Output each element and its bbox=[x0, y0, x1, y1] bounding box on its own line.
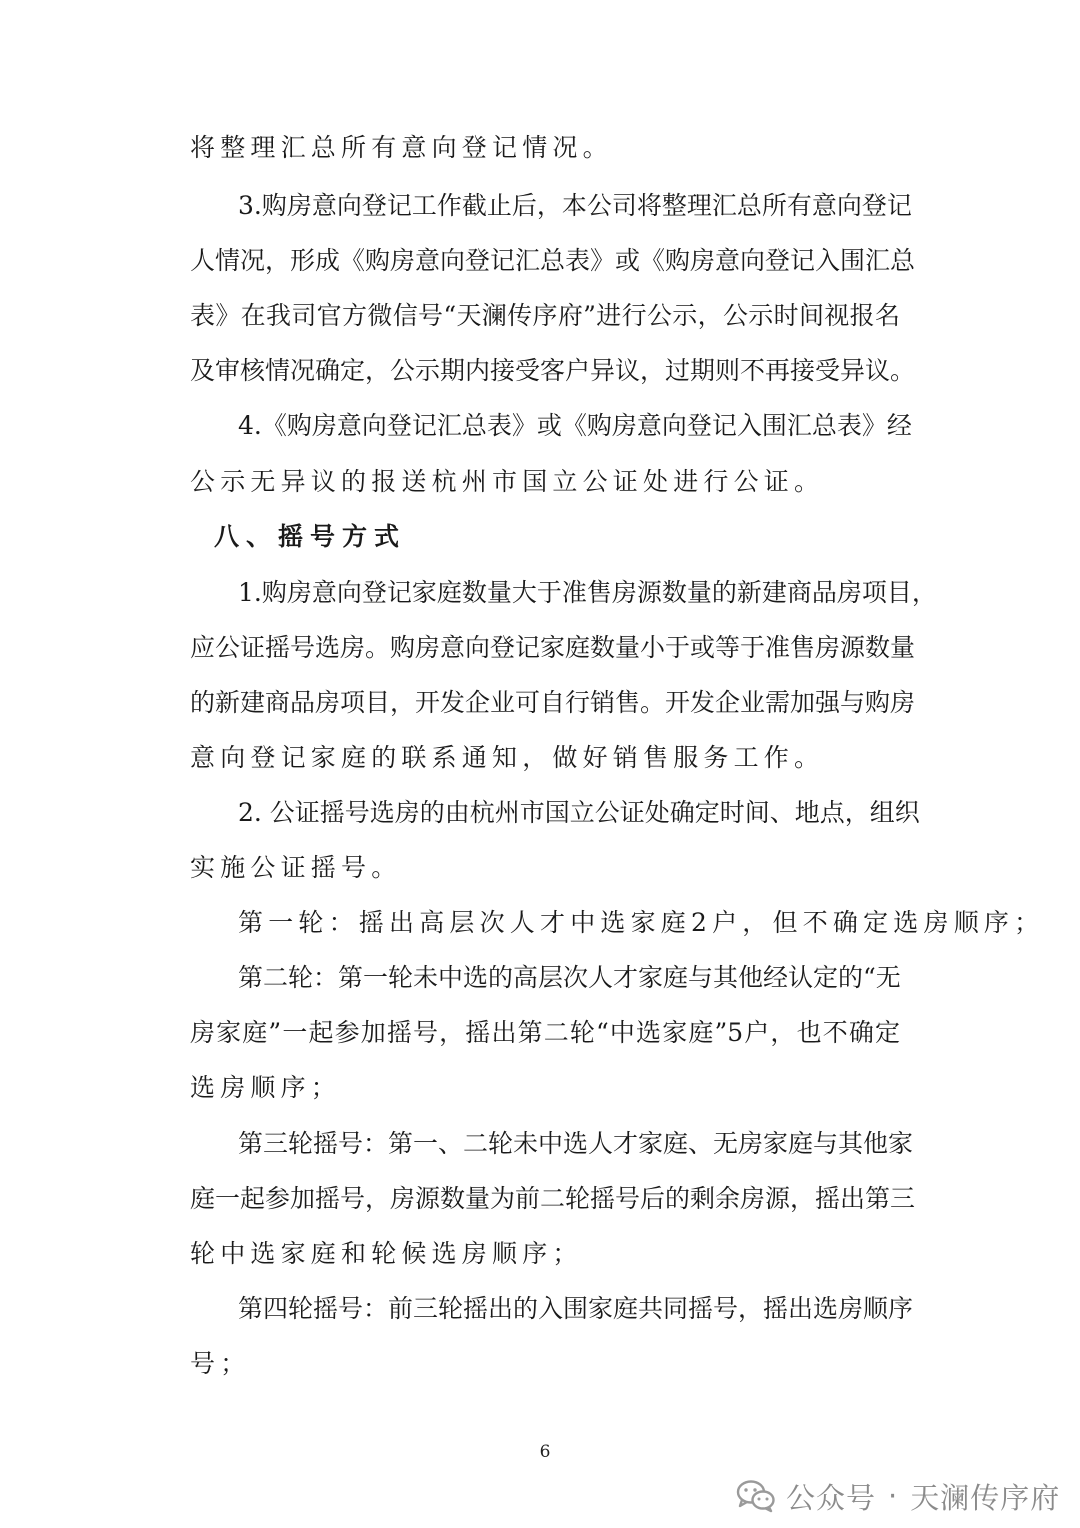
text-line: 人情况，形成《购房意向登记汇总表》或《购房意向登记入围汇总 bbox=[190, 246, 916, 275]
watermark-separator: · bbox=[888, 1479, 899, 1513]
text-line: 将整理汇总所有意向登记情况。 bbox=[190, 133, 613, 162]
page-number: 6 bbox=[539, 1442, 551, 1462]
text-line: 第二轮：第一轮未中选的高层次人才家庭与其他经认定的“无 bbox=[238, 963, 901, 992]
watermark-label: 公众号 bbox=[786, 1480, 877, 1515]
text-line: 表》在我司官方微信号“天澜传序府”进行公示，公示时间视报名 bbox=[190, 301, 900, 330]
text-line: 公示无异议的报送杭州市国立公证处进行公证。 bbox=[190, 467, 825, 496]
text-line: 号； bbox=[190, 1349, 251, 1378]
text-line: 选房顺序； bbox=[190, 1073, 342, 1102]
section-heading: 八、摇号方式 bbox=[214, 522, 407, 551]
text-line: 1.购房意向登记家庭数量大于准售房源数量的新建商品房项目， bbox=[238, 578, 937, 607]
text-line: 庭一起参加摇号，房源数量为前二轮摇号后的剩余房源，摇出第三 bbox=[190, 1184, 916, 1213]
wechat-icon bbox=[736, 1479, 776, 1513]
text-line: 实施公证摇号。 bbox=[190, 853, 402, 882]
text-line: 应公证摇号选房。购房意向登记家庭数量小于或等于准售房源数量 bbox=[190, 633, 916, 662]
text-line: 及审核情况确定，公示期内接受客户异议，过期则不再接受异议。 bbox=[190, 356, 916, 385]
text-line: 2. 公证摇号选房的由杭州市国立公证处确定时间、地点，组织 bbox=[238, 798, 920, 827]
wechat-watermark bbox=[736, 1474, 1060, 1518]
text-line: 的新建商品房项目，开发企业可自行销售。开发企业需加强与购房 bbox=[190, 688, 916, 717]
text-line: 第四轮摇号：前三轮摇出的入围家庭共同摇号，摇出选房顺序 bbox=[238, 1294, 914, 1323]
text-line: 意向登记家庭的联系通知，做好销售服务工作。 bbox=[190, 743, 825, 772]
text-line: 房家庭”一起参加摇号，摇出第二轮“中选家庭”5户，也不确定 bbox=[190, 1018, 900, 1047]
text-line: 轮中选家庭和轮候选房顺序； bbox=[190, 1239, 583, 1268]
text-line: 第一轮：摇出高层次人才中选家庭2户，但不确定选房顺序； bbox=[238, 908, 1045, 937]
text-line: 第三轮摇号：第一、二轮未中选人才家庭、无房家庭与其他家 bbox=[238, 1129, 914, 1158]
watermark-account: 天澜传序府 bbox=[910, 1480, 1061, 1515]
text-line: 3.购房意向登记工作截止后，本公司将整理汇总所有意向登记 bbox=[238, 191, 912, 220]
text-line: 4.《购房意向登记汇总表》或《购房意向登记入围汇总表》经 bbox=[238, 411, 912, 440]
